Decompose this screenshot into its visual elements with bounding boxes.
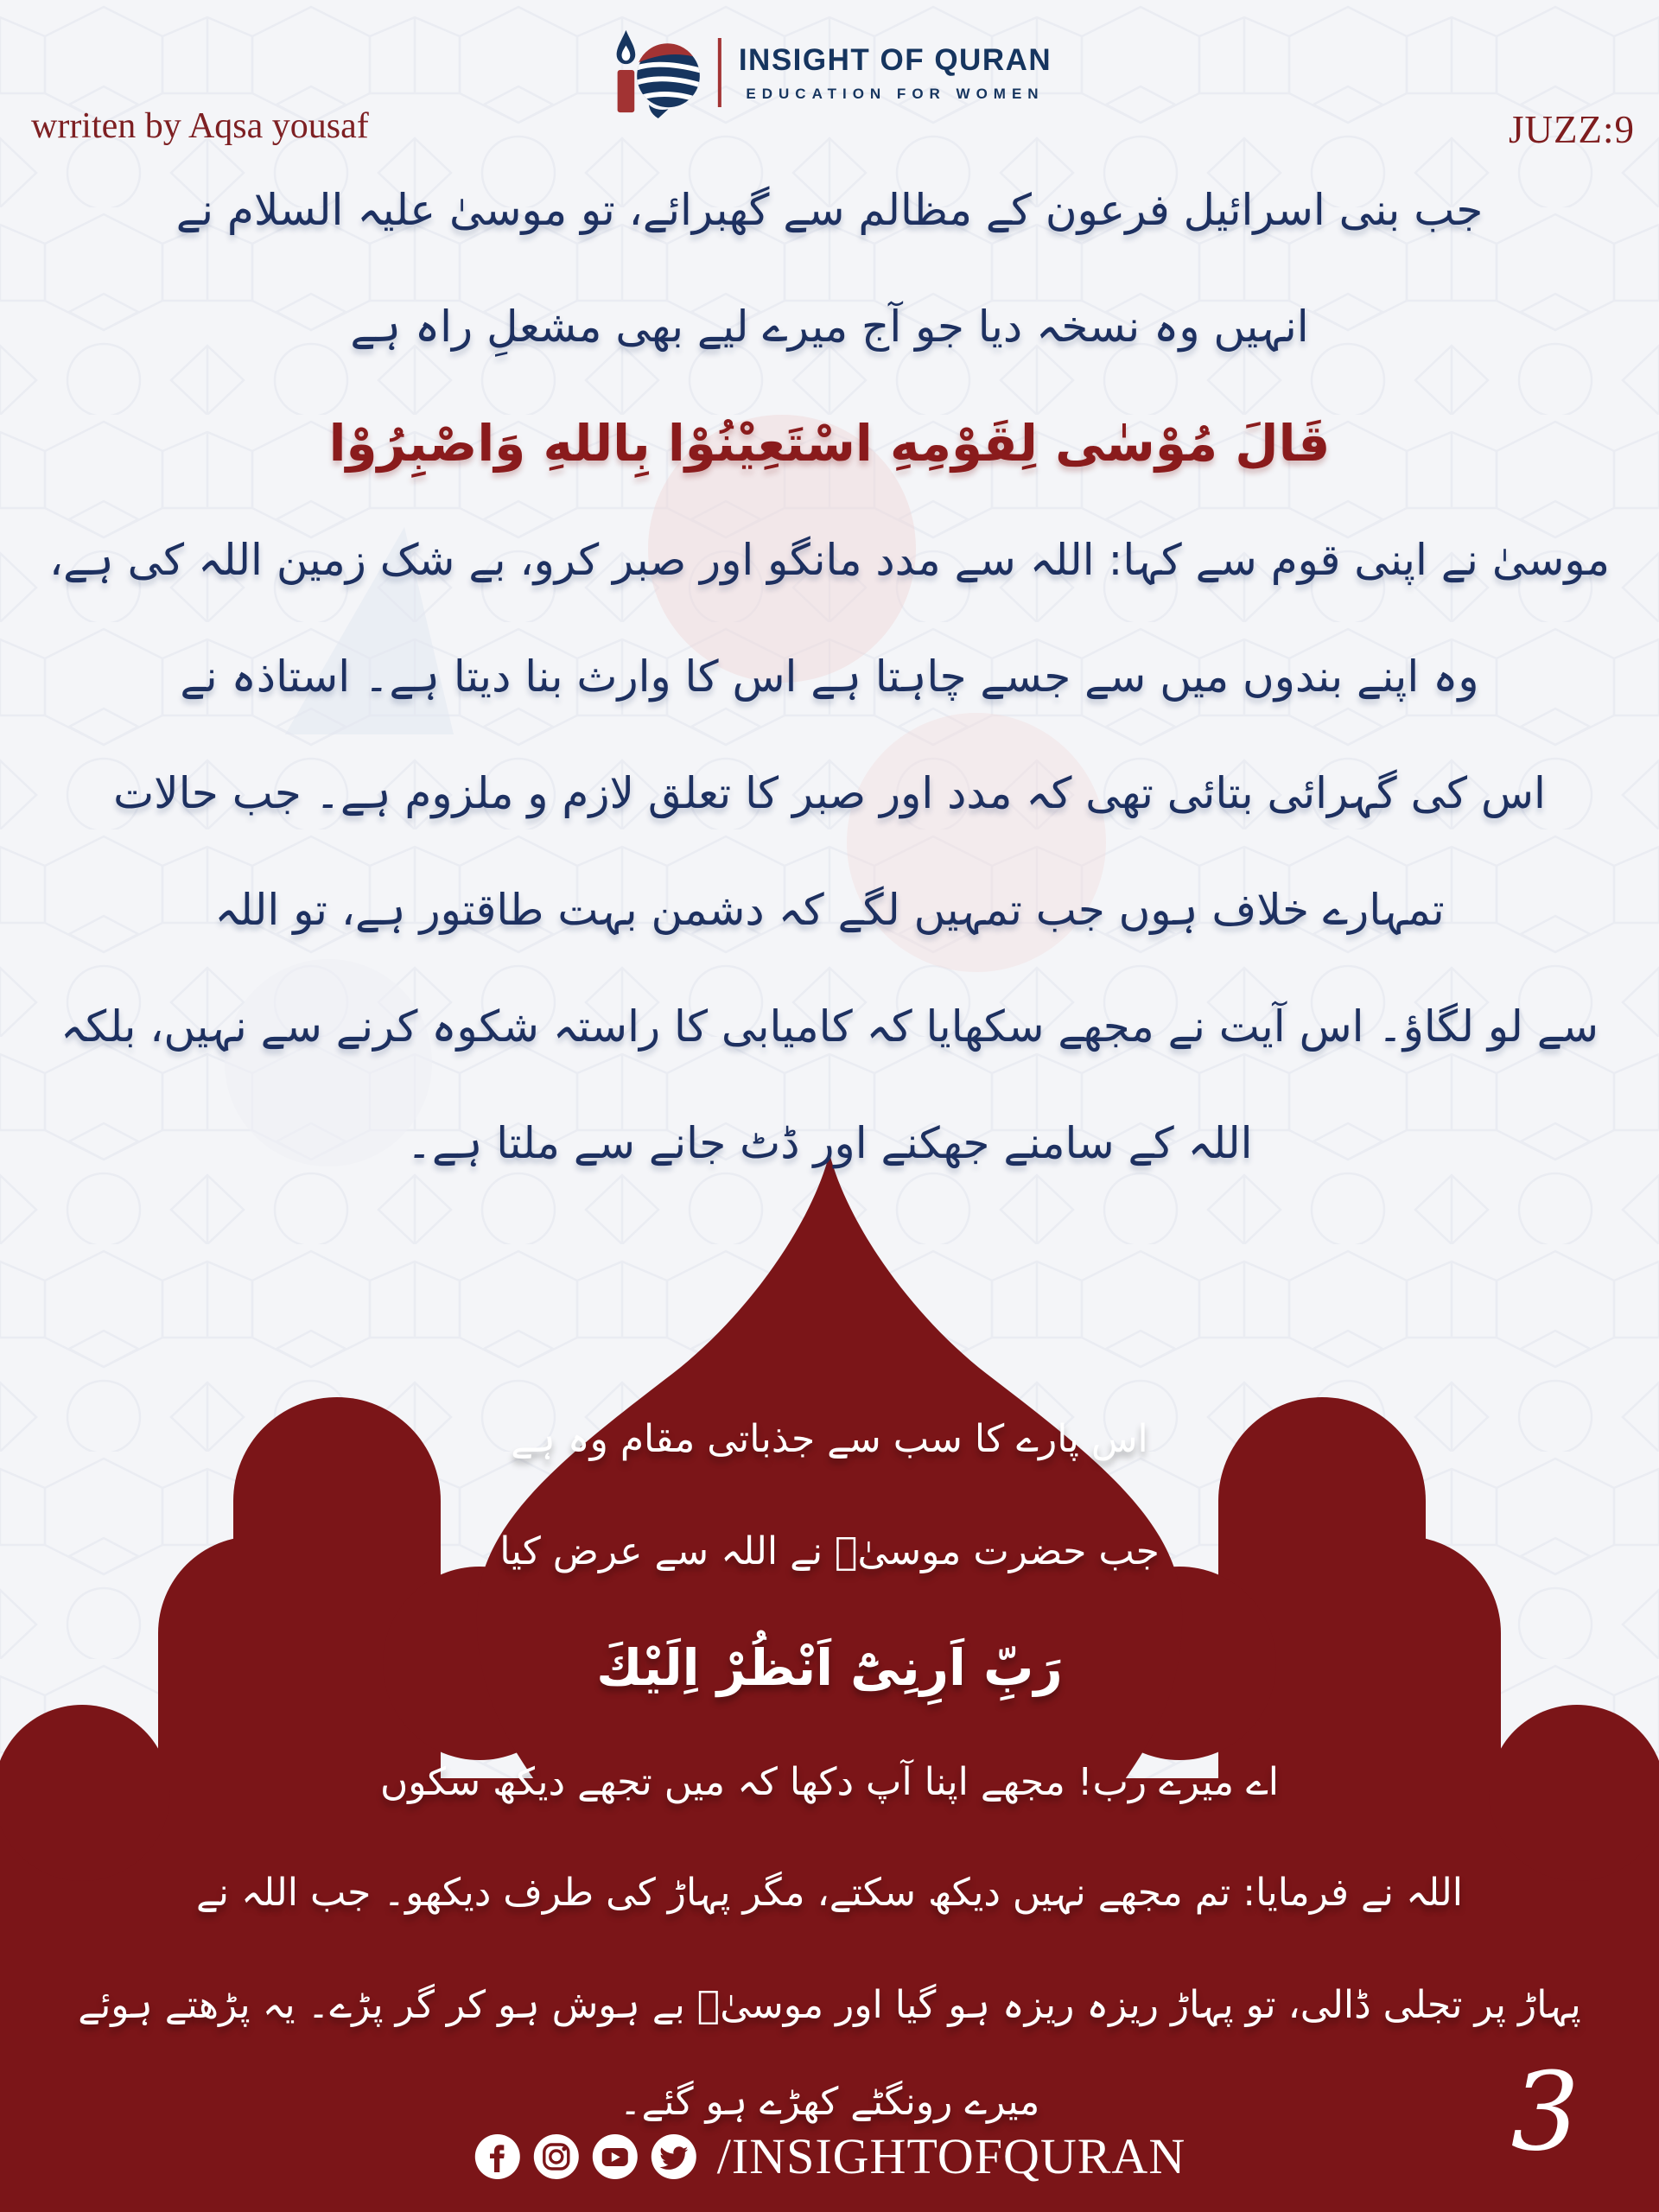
social-handle[interactable]: /INSIGHTOFQURAN bbox=[716, 2128, 1186, 2184]
urdu-line: اللہ کے سامنے جھکنے اور ڈٹ جانے سے ملتا ہے۔ bbox=[406, 1117, 1253, 1168]
dome-line: اے میرے رب! مجھے اپنا آپ دکھا کہ میں تجھے دیکھ سکوں bbox=[379, 1760, 1280, 1804]
insight-of-quran-logo-icon bbox=[607, 25, 701, 120]
dome-line: اس پارے کا سب سے جذباتی مقام وہ ہے bbox=[511, 1416, 1148, 1461]
page-number: 3 bbox=[1510, 2050, 1580, 2175]
logo-text bbox=[739, 43, 1052, 103]
urdu-line: جب بنی اسرائیل فرعون کے مظالم سے گھبرائے، تو موسیٰ علیہ السلام نے bbox=[175, 184, 1484, 235]
social-bar bbox=[474, 2127, 1185, 2185]
twitter-icon[interactable] bbox=[650, 2133, 698, 2181]
urdu-line: سے لو لگاؤ۔ اس آیت نے مجھے سکھایا کہ کامیابی کا راستہ شکوہ کرنے سے نہیں، بلکہ bbox=[60, 1001, 1599, 1052]
juzz-label: JUZZ:9 bbox=[1509, 108, 1635, 151]
header bbox=[0, 0, 1659, 151]
logo bbox=[607, 24, 1052, 121]
quran-verse-arabic: قَالَ مُوْسٰی لِقَوْمِهِ اسْتَعِیْنُوْا بِاللهِ وَاصْبِرُوْا bbox=[328, 413, 1331, 473]
dome-line: جب حضرت موسیٰؑ نے اللہ سے عرض کیا bbox=[499, 1529, 1160, 1573]
urdu-line: وہ اپنے بندوں میں سے جسے چاہتا ہے اس کا وارث بنا دیتا ہے۔ استاذہ نے bbox=[180, 651, 1479, 702]
dome-line: میرے رونگٹے کھڑے ہو گئے۔ bbox=[619, 2080, 1040, 2124]
logo-subtitle: EDUCATION FOR WOMEN bbox=[746, 85, 1045, 102]
urdu-line: موسیٰ نے اپنی قوم سے کہا: اللہ سے مدد مانگو اور صبر کرو، بے شک زمین اللہ کی ہے، bbox=[48, 534, 1611, 585]
facebook-icon[interactable] bbox=[474, 2133, 522, 2181]
dome-line: پہاڑ پر تجلی ڈالی، تو پہاڑ ریزہ ریزہ ہو گیا اور موسیٰؑ بے ہوش ہو کر گر پڑے۔ یہ پڑھتے ہوئے bbox=[78, 1982, 1581, 2027]
quran-verse-arabic-dome: رَبِّ اَرِنِیْٓ اَنْظُرْ اِلَیْكَ bbox=[596, 1638, 1063, 1697]
logo-divider bbox=[718, 38, 721, 107]
logo-title: INSIGHT OF QURAN bbox=[738, 42, 1052, 77]
written-by-credit: wrriten by Aqsa yousaf bbox=[31, 106, 369, 146]
urdu-line: تمہارے خلاف ہوں جب تمہیں لگے کہ دشمن بہت طاقتور ہے، تو اللہ bbox=[214, 884, 1445, 935]
dome-urdu-text bbox=[0, 1382, 1659, 2143]
main-urdu-text bbox=[26, 151, 1633, 1201]
urdu-line: انہیں وہ نسخہ دیا جو آج میرے لیے بھی مشعلِ راہ ہے bbox=[350, 301, 1309, 352]
urdu-line: اس کی گہرائی بتائی تھی کہ مدد اور صبر کا تعلق لازم و ملزوم ہے۔ جب حالات bbox=[113, 767, 1546, 818]
instagram-icon[interactable] bbox=[532, 2133, 581, 2181]
dome-line: اللہ نے فرمایا: تم مجھے نہیں دیکھ سکتے، مگر پہاڑ کی طرف دیکھو۔ جب اللہ نے bbox=[196, 1870, 1463, 1915]
youtube-icon[interactable] bbox=[591, 2133, 639, 2181]
